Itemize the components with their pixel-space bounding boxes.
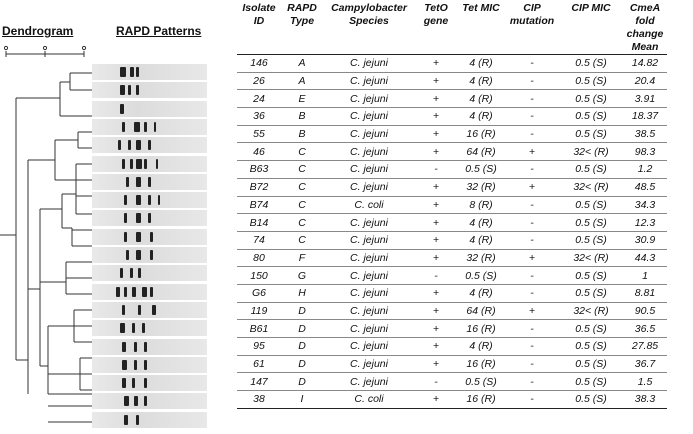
gel-band xyxy=(124,195,127,205)
isolate-table xyxy=(237,2,667,409)
table-cell: 36 xyxy=(237,108,281,126)
table-cell: + xyxy=(505,178,559,196)
gel-band xyxy=(144,396,147,406)
gel-lane xyxy=(92,284,207,300)
gel-lane xyxy=(92,265,207,281)
table-cell: 1.2 xyxy=(623,161,667,179)
gel-band xyxy=(126,250,129,260)
table-cell: 0.5 (S) xyxy=(559,196,623,214)
table-cell: + xyxy=(415,196,457,214)
table-cell: C. coli xyxy=(323,196,415,214)
table-cell: 4 (R) xyxy=(457,338,505,356)
gel-band xyxy=(144,360,147,370)
gel-band xyxy=(124,287,127,297)
gel-band xyxy=(128,140,131,150)
table-cell: + xyxy=(415,108,457,126)
gel-lane xyxy=(92,174,207,190)
table-cell: + xyxy=(415,125,457,143)
table-cell: 0.5 (S) xyxy=(559,108,623,126)
table-cell: + xyxy=(505,302,559,320)
table-cell: C xyxy=(281,178,323,196)
table-cell: 3.91 xyxy=(623,90,667,108)
table-cell: 18.37 xyxy=(623,108,667,126)
col-rapd-type: RAPD Type xyxy=(281,2,323,55)
table-cell: 36.5 xyxy=(623,320,667,338)
table-cell: 0.5 (S) xyxy=(559,320,623,338)
gel-band xyxy=(148,195,151,205)
table-cell: 61 xyxy=(237,355,281,373)
table-cell: 74 xyxy=(237,231,281,249)
table-row xyxy=(237,55,667,73)
table-row xyxy=(237,355,667,373)
table-cell: G xyxy=(281,267,323,285)
table-cell: B xyxy=(281,108,323,126)
table-cell: + xyxy=(415,143,457,161)
table-cell: C. jejuni xyxy=(323,55,415,73)
table-cell: C. jejuni xyxy=(323,355,415,373)
table-cell: D xyxy=(281,355,323,373)
dendrogram-tree xyxy=(0,44,92,434)
table-cell: 90.5 xyxy=(623,302,667,320)
table-cell: + xyxy=(415,391,457,409)
col-isolate-id: Isolate ID xyxy=(237,2,281,55)
gel-band xyxy=(120,104,124,114)
gel-lane xyxy=(92,101,207,117)
gel-band xyxy=(138,305,141,315)
table-row xyxy=(237,338,667,356)
gel-lane xyxy=(92,357,207,373)
table-cell: 32< (R) xyxy=(559,178,623,196)
table-cell: 32< (R) xyxy=(559,302,623,320)
table-cell: 64 (R) xyxy=(457,302,505,320)
table-body xyxy=(237,55,667,409)
table-cell: 0.5 (S) xyxy=(559,231,623,249)
gel-band xyxy=(150,287,153,297)
dendrogram-title: Dendrogram xyxy=(2,24,74,38)
gel-band xyxy=(148,177,151,187)
gel-band xyxy=(152,305,156,315)
table-cell: 4 (R) xyxy=(457,55,505,73)
table-cell: - xyxy=(415,161,457,179)
table-cell: C xyxy=(281,196,323,214)
gel-band xyxy=(122,378,126,388)
gel-band xyxy=(122,159,125,169)
table-cell: - xyxy=(505,55,559,73)
table-cell: G6 xyxy=(237,284,281,302)
table-cell: + xyxy=(415,90,457,108)
table-cell: B74 xyxy=(237,196,281,214)
table-cell: + xyxy=(505,143,559,161)
table-cell: 8 (R) xyxy=(457,196,505,214)
table-cell: 34.3 xyxy=(623,196,667,214)
table-cell: A xyxy=(281,72,323,90)
table-cell: B61 xyxy=(237,320,281,338)
gel-band xyxy=(142,323,145,333)
table-cell: 0.5 (S) xyxy=(457,373,505,391)
table-cell: C. jejuni xyxy=(323,214,415,232)
table-cell: - xyxy=(505,320,559,338)
table-cell: - xyxy=(505,391,559,409)
gel-lane xyxy=(92,210,207,226)
table-cell: + xyxy=(415,55,457,73)
table-cell: B14 xyxy=(237,214,281,232)
table-cell: C. jejuni xyxy=(323,373,415,391)
table-cell: 20.4 xyxy=(623,72,667,90)
gel-lane xyxy=(92,64,207,80)
gel-lane xyxy=(92,137,207,153)
table-cell: 0.5 (S) xyxy=(559,391,623,409)
table-cell: 4 (R) xyxy=(457,90,505,108)
gel-band xyxy=(134,360,137,370)
gel-band xyxy=(122,122,125,132)
table-cell: 146 xyxy=(237,55,281,73)
table-cell: C. jejuni xyxy=(323,231,415,249)
table-cell: - xyxy=(505,355,559,373)
table-cell: 0.5 (S) xyxy=(559,214,623,232)
table-cell: 36.7 xyxy=(623,355,667,373)
gel-lane xyxy=(92,247,207,263)
table-row xyxy=(237,231,667,249)
table-cell: + xyxy=(415,178,457,196)
table-cell: A xyxy=(281,55,323,73)
table-cell: 0.5 (S) xyxy=(559,90,623,108)
gel-band xyxy=(122,342,126,352)
col-cip-mutation: CIP mutation xyxy=(505,2,559,55)
table-cell: B xyxy=(281,125,323,143)
table-row xyxy=(237,391,667,409)
table-cell: + xyxy=(415,72,457,90)
table-cell: 119 xyxy=(237,302,281,320)
gel-band xyxy=(144,122,147,132)
table-cell: - xyxy=(505,125,559,143)
table-cell: + xyxy=(505,249,559,267)
col-tet-mic: Tet MIC xyxy=(457,2,505,55)
table-cell: - xyxy=(415,373,457,391)
gel-lane xyxy=(92,302,207,318)
table-cell: 0.5 (S) xyxy=(559,338,623,356)
gel-lane xyxy=(92,192,207,208)
table-cell: - xyxy=(505,72,559,90)
gel-lane xyxy=(92,339,207,355)
gel-band xyxy=(136,195,141,205)
table-cell: - xyxy=(505,196,559,214)
table-row xyxy=(237,267,667,285)
gel-band xyxy=(120,67,126,77)
table-cell: C. jejuni xyxy=(323,284,415,302)
table-cell: C. jejuni xyxy=(323,161,415,179)
table-cell: - xyxy=(505,373,559,391)
gel-band xyxy=(116,287,120,297)
table-cell: 38 xyxy=(237,391,281,409)
gel-band xyxy=(120,323,125,333)
table-row xyxy=(237,72,667,90)
table-cell: C. jejuni xyxy=(323,178,415,196)
gel-band xyxy=(122,305,125,315)
table-cell: 98.3 xyxy=(623,143,667,161)
table-cell: 4 (R) xyxy=(457,108,505,126)
gel-band xyxy=(136,177,141,187)
gel-band xyxy=(118,140,121,150)
rapd-patterns-title: RAPD Patterns xyxy=(116,24,202,38)
table-cell: 8.81 xyxy=(623,284,667,302)
table-row xyxy=(237,90,667,108)
gel-band xyxy=(156,159,158,169)
table-cell: C xyxy=(281,231,323,249)
table-cell: 4 (R) xyxy=(457,284,505,302)
gel-lane xyxy=(92,82,207,98)
gel-band xyxy=(154,122,156,132)
table-cell: 4 (R) xyxy=(457,231,505,249)
gel-band xyxy=(130,268,133,278)
gel-band xyxy=(136,85,139,95)
gel-band xyxy=(150,232,153,242)
col-cmea-fold-change: CmeA fold change Mean xyxy=(623,2,667,55)
gel-band xyxy=(158,195,160,205)
table-cell: D xyxy=(281,320,323,338)
table-cell: C. jejuni xyxy=(323,143,415,161)
table-cell: 16 (R) xyxy=(457,320,505,338)
gel-band xyxy=(136,67,139,77)
table-row xyxy=(237,178,667,196)
table-cell: + xyxy=(415,249,457,267)
table-cell: 38.3 xyxy=(623,391,667,409)
gel-band xyxy=(122,360,127,370)
table-cell: 32< (R) xyxy=(559,249,623,267)
gel-band xyxy=(126,177,129,187)
gel-band xyxy=(144,342,147,352)
table-cell: D xyxy=(281,338,323,356)
gel-band xyxy=(150,250,153,260)
table-cell: 44.3 xyxy=(623,249,667,267)
table-cell: - xyxy=(505,90,559,108)
gel-lane xyxy=(92,375,207,391)
table-cell: 38.5 xyxy=(623,125,667,143)
gel-band xyxy=(130,159,133,169)
table-cell: B63 xyxy=(237,161,281,179)
table-cell: 0.5 (S) xyxy=(457,267,505,285)
gel-band xyxy=(134,396,138,406)
dendrogram-scale xyxy=(4,46,85,57)
table-cell: 14.82 xyxy=(623,55,667,73)
gel-band xyxy=(136,159,142,169)
table-row xyxy=(237,214,667,232)
table-row xyxy=(237,161,667,179)
gel-lane xyxy=(92,119,207,135)
table-cell: + xyxy=(415,302,457,320)
table-cell: + xyxy=(415,284,457,302)
gel-band xyxy=(142,287,147,297)
table-row xyxy=(237,373,667,391)
gel-band xyxy=(134,122,140,132)
table-cell: C xyxy=(281,161,323,179)
gel-band xyxy=(130,67,134,77)
table-cell: 0.5 (S) xyxy=(559,355,623,373)
table-cell: - xyxy=(505,338,559,356)
table-cell: 150 xyxy=(237,267,281,285)
dendrogram-branches xyxy=(0,73,92,422)
table-cell: 1 xyxy=(623,267,667,285)
table-cell: E xyxy=(281,90,323,108)
table-cell: - xyxy=(505,214,559,232)
gel-band xyxy=(124,213,127,223)
table-cell: 0.5 (S) xyxy=(559,267,623,285)
gel-band xyxy=(148,140,151,150)
gel-band xyxy=(136,140,141,150)
table-cell: 32 (R) xyxy=(457,178,505,196)
table-cell: + xyxy=(415,231,457,249)
table-cell: C. jejuni xyxy=(323,320,415,338)
table-cell: 24 xyxy=(237,90,281,108)
table-cell: 0.5 (S) xyxy=(457,161,505,179)
gel-lane xyxy=(92,393,207,409)
gel-band xyxy=(120,85,125,95)
table-row xyxy=(237,320,667,338)
table-cell: 27.85 xyxy=(623,338,667,356)
gel-band xyxy=(136,232,141,242)
gel-band xyxy=(132,378,135,388)
table-cell: 12.3 xyxy=(623,214,667,232)
table-cell: - xyxy=(505,108,559,126)
table-cell: 0.5 (S) xyxy=(559,284,623,302)
table-cell: 46 xyxy=(237,143,281,161)
gel-band xyxy=(136,213,141,223)
table-row xyxy=(237,249,667,267)
gel-band xyxy=(120,268,123,278)
table-cell: 48.5 xyxy=(623,178,667,196)
table-cell: C. jejuni xyxy=(323,267,415,285)
gel-band xyxy=(136,415,139,425)
table-cell: - xyxy=(415,267,457,285)
col-teto-gene: TetO gene xyxy=(415,2,457,55)
table-cell: C. jejuni xyxy=(323,302,415,320)
table-cell: 64 (R) xyxy=(457,143,505,161)
table-cell: C xyxy=(281,143,323,161)
table-cell: + xyxy=(415,355,457,373)
table-cell: C xyxy=(281,214,323,232)
gel-lane xyxy=(92,156,207,172)
gel-band xyxy=(124,396,129,406)
gel-band xyxy=(134,342,137,352)
table-header-row xyxy=(237,2,667,55)
table-cell: 4 (R) xyxy=(457,72,505,90)
table-cell: C. jejuni xyxy=(323,90,415,108)
table-cell: 26 xyxy=(237,72,281,90)
gel-band xyxy=(128,85,131,95)
gel-band xyxy=(144,159,147,169)
table-row xyxy=(237,196,667,214)
table-cell: C. jejuni xyxy=(323,338,415,356)
table-cell: 32 (R) xyxy=(457,249,505,267)
gel-lane xyxy=(92,412,207,428)
gel-band xyxy=(144,378,147,388)
table-cell: 16 (R) xyxy=(457,391,505,409)
table-cell: D xyxy=(281,373,323,391)
table-cell: 1.5 xyxy=(623,373,667,391)
gel-band xyxy=(136,250,141,260)
table-cell: + xyxy=(415,214,457,232)
table-cell: - xyxy=(505,284,559,302)
table-cell: - xyxy=(505,231,559,249)
table-cell: + xyxy=(415,338,457,356)
table-cell: 55 xyxy=(237,125,281,143)
table-cell: C. jejuni xyxy=(323,249,415,267)
table-cell: - xyxy=(505,267,559,285)
col-cip-mic: CIP MIC xyxy=(559,2,623,55)
table-cell: 4 (R) xyxy=(457,214,505,232)
gel-band xyxy=(132,287,136,297)
table-cell: 30.9 xyxy=(623,231,667,249)
gel-band xyxy=(148,213,151,223)
table-cell: C. jejuni xyxy=(323,72,415,90)
table-cell: 95 xyxy=(237,338,281,356)
gel-band xyxy=(138,268,141,278)
table-row xyxy=(237,143,667,161)
table-cell: 16 (R) xyxy=(457,125,505,143)
table-cell: I xyxy=(281,391,323,409)
table-cell: - xyxy=(505,161,559,179)
gel-band xyxy=(124,232,127,242)
gel-band xyxy=(124,415,128,425)
table-cell: F xyxy=(281,249,323,267)
table-cell: 0.5 (S) xyxy=(559,373,623,391)
table-cell: + xyxy=(415,320,457,338)
gel-lane xyxy=(92,320,207,336)
gel-band xyxy=(132,323,135,333)
table-cell: D xyxy=(281,302,323,320)
table-cell: 0.5 (S) xyxy=(559,161,623,179)
table-cell: 0.5 (S) xyxy=(559,72,623,90)
table-row xyxy=(237,108,667,126)
col-species: Campylobacter Species xyxy=(323,2,415,55)
table-cell: H xyxy=(281,284,323,302)
table-row xyxy=(237,125,667,143)
table-cell: C. jejuni xyxy=(323,108,415,126)
table-row xyxy=(237,302,667,320)
table-cell: 32< (R) xyxy=(559,143,623,161)
table-cell: C. coli xyxy=(323,391,415,409)
table-cell: 0.5 (S) xyxy=(559,55,623,73)
table-cell: 16 (R) xyxy=(457,355,505,373)
table-cell: C. jejuni xyxy=(323,125,415,143)
table-row xyxy=(237,284,667,302)
table-cell: 147 xyxy=(237,373,281,391)
table-cell: 80 xyxy=(237,249,281,267)
gel-lane xyxy=(92,229,207,245)
table-cell: B72 xyxy=(237,178,281,196)
table-cell: 0.5 (S) xyxy=(559,125,623,143)
